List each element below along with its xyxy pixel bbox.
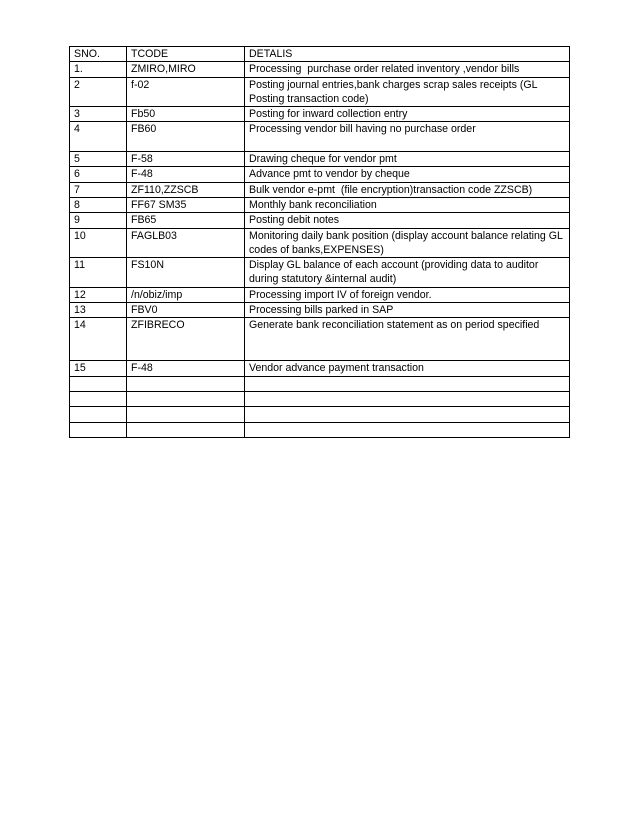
table-row [70, 391, 570, 406]
cell-details: Processing import IV of foreign vendor. [245, 287, 570, 302]
cell-tcode: /n/obiz/imp [127, 287, 245, 302]
cell-sno: 2 [70, 77, 127, 107]
table-row [70, 228, 570, 258]
cell-details [245, 376, 570, 391]
cell-tcode: FS10N [127, 258, 245, 288]
cell-tcode: Fb50 [127, 107, 245, 122]
cell-details: Drawing cheque for vendor pmt [245, 152, 570, 167]
cell-tcode [127, 391, 245, 406]
cell-details: Monthly bank reconciliation [245, 197, 570, 212]
table-row [70, 122, 570, 152]
cell-details [245, 422, 570, 437]
header-tcode: TCODE [127, 47, 245, 62]
table-row [70, 361, 570, 376]
table-row [70, 197, 570, 212]
cell-sno: 8 [70, 197, 127, 212]
cell-tcode: FB60 [127, 122, 245, 152]
cell-sno: 5 [70, 152, 127, 167]
cell-sno [70, 391, 127, 406]
header-sno: SNO. [70, 47, 127, 62]
table-row [70, 287, 570, 302]
cell-sno: 14 [70, 318, 127, 361]
table-row [70, 77, 570, 107]
cell-sno [70, 376, 127, 391]
cell-sno: 6 [70, 167, 127, 182]
tcode-table [69, 46, 570, 438]
table-row [70, 303, 570, 318]
cell-tcode [127, 422, 245, 437]
cell-details: Posting debit notes [245, 213, 570, 228]
cell-sno: 9 [70, 213, 127, 228]
cell-details: Processing bills parked in SAP [245, 303, 570, 318]
table-row [70, 318, 570, 361]
cell-tcode: FB65 [127, 213, 245, 228]
cell-details: Monitoring daily bank position (display account balance relating GL codes of banks,EXPENSES) [245, 228, 570, 258]
cell-tcode: F-48 [127, 361, 245, 376]
cell-details [245, 391, 570, 406]
table-row [70, 167, 570, 182]
cell-sno [70, 422, 127, 437]
table-row [70, 62, 570, 77]
cell-sno: 4 [70, 122, 127, 152]
cell-sno: 3 [70, 107, 127, 122]
table-row [70, 258, 570, 288]
table-row [70, 182, 570, 197]
cell-sno: 10 [70, 228, 127, 258]
cell-tcode [127, 376, 245, 391]
cell-tcode: FAGLB03 [127, 228, 245, 258]
cell-tcode [127, 407, 245, 422]
cell-details: Generate bank reconciliation statement as on period specified [245, 318, 570, 361]
cell-sno: 7 [70, 182, 127, 197]
table-row [70, 213, 570, 228]
cell-sno: 15 [70, 361, 127, 376]
table-row [70, 376, 570, 391]
cell-tcode: FBV0 [127, 303, 245, 318]
cell-tcode: ZFIBRECO [127, 318, 245, 361]
cell-details: Advance pmt to vendor by cheque [245, 167, 570, 182]
cell-details: Display GL balance of each account (providing data to auditor during statutory &internal audit) [245, 258, 570, 288]
cell-details: Bulk vendor e-pmt (file encryption)transaction code ZZSCB) [245, 182, 570, 197]
cell-tcode: F-58 [127, 152, 245, 167]
table-row [70, 152, 570, 167]
cell-sno: 12 [70, 287, 127, 302]
cell-tcode: F-48 [127, 167, 245, 182]
cell-details: Vendor advance payment transaction [245, 361, 570, 376]
cell-tcode: f-02 [127, 77, 245, 107]
cell-details: Processing purchase order related inventory ,vendor bills [245, 62, 570, 77]
cell-details: Processing vendor bill having no purchase order [245, 122, 570, 152]
cell-details: Posting for inward collection entry [245, 107, 570, 122]
table-row [70, 407, 570, 422]
table-row [70, 107, 570, 122]
tcode-table-body [70, 47, 570, 438]
cell-sno: 13 [70, 303, 127, 318]
cell-sno: 1. [70, 62, 127, 77]
cell-tcode: ZMIRO,MIRO [127, 62, 245, 77]
table-row [70, 422, 570, 437]
table-header-row [70, 47, 570, 62]
cell-tcode: ZF110,ZZSCB [127, 182, 245, 197]
cell-sno [70, 407, 127, 422]
cell-tcode: FF67 SM35 [127, 197, 245, 212]
cell-details [245, 407, 570, 422]
header-details: DETALIS [245, 47, 570, 62]
cell-sno: 11 [70, 258, 127, 288]
cell-details: Posting journal entries,bank charges scrap sales receipts (GL Posting transaction code) [245, 77, 570, 107]
